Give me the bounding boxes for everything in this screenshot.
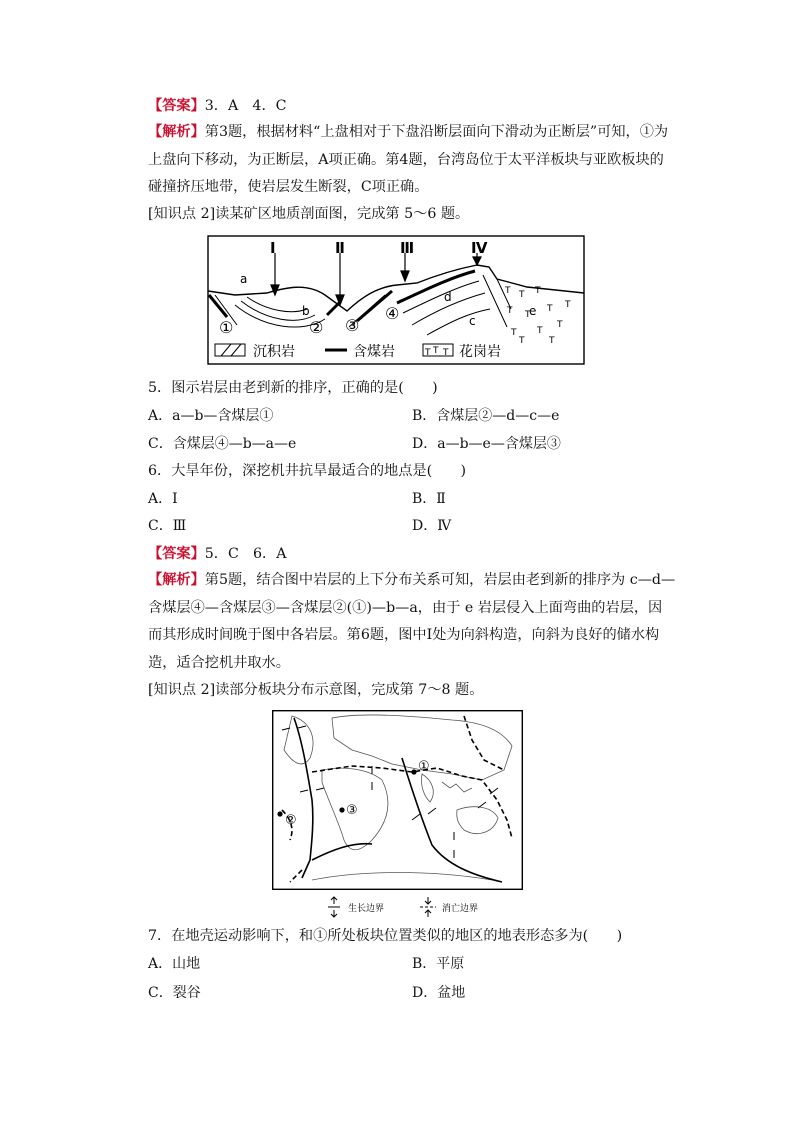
q6-option-a: A．Ⅰ (148, 491, 178, 507)
label-b: b (302, 304, 310, 318)
answer-line-2 (148, 544, 286, 564)
knowledge-point-intro: [知识点 2]读部分板块分布示意图，完成第 7～8 题。 (148, 682, 484, 698)
label-c: c (469, 314, 476, 328)
circled-3: ③ (345, 316, 360, 335)
legend-growth-boundary: 生长边界 (348, 904, 385, 914)
point-2: ② (285, 813, 297, 828)
circled-1: ① (219, 318, 234, 337)
analysis-text: 第5题，结合图中岩层的上下分布关系可知，岩层由老到新的排序为 c—d—含煤层④—含煤层③—含煤层②(①)—b—a，由于 e 岩层侵入上面弯曲的岩层，因而其形成时间晚于图中各岩层。第6题，图中Ⅰ处为向斜构造，向斜为良好的储水构造，适合挖机井取水。 (148, 572, 676, 671)
plate-map-legend (316, 895, 526, 919)
svg-text:T: T (547, 304, 553, 314)
svg-text:T: T (537, 326, 543, 336)
question-6-stem: 6．大旱年份，深挖机井抗旱最适合的地点是( ) (148, 463, 467, 479)
svg-text:T: T (443, 348, 449, 358)
analysis-tag: 【解析】 (148, 124, 205, 140)
q7-option-c: C．裂谷 (148, 985, 201, 1001)
svg-text:T: T (433, 346, 439, 356)
q5-option-d: D．a—b—e—含煤层③ (412, 436, 561, 452)
label-d: d (444, 290, 452, 304)
svg-text:T: T (425, 348, 431, 358)
svg-text:T: T (535, 286, 541, 296)
circled-2: ② (309, 318, 324, 337)
analysis-tag: 【解析】 (148, 572, 205, 588)
geologic-section-figure (207, 235, 585, 365)
analysis-paragraph-1 (148, 119, 676, 202)
analysis-paragraph-2 (148, 567, 676, 677)
svg-text:T: T (549, 336, 555, 346)
legend-coal: 含煤岩 (353, 344, 395, 360)
svg-text:T: T (505, 286, 511, 296)
q6-option-c: C．Ⅲ (148, 518, 187, 534)
roman-2: Ⅱ (335, 239, 345, 257)
q6-option-b: B．Ⅱ (412, 491, 446, 507)
q7-option-d: D．盆地 (412, 985, 466, 1001)
label-e: e (529, 304, 537, 318)
legend-subduction-boundary: 消亡边界 (442, 904, 479, 914)
label-a: a (240, 272, 248, 286)
q5-option-a: A．a—b—含煤层① (148, 408, 274, 424)
circled-4: ④ (385, 304, 400, 323)
question-5-stem: 5．图示岩层由老到新的排序，正确的是( ) (148, 380, 438, 396)
answer-line-1 (148, 96, 286, 116)
q7-option-a: A．山地 (148, 956, 201, 972)
q6-option-d: D．Ⅳ (412, 518, 452, 534)
roman-1: Ⅰ (270, 239, 276, 257)
point-3: ③ (346, 803, 358, 818)
knowledge-point-intro: [知识点 2]读某矿区地质剖面图，完成第 5～6 题。 (148, 206, 470, 222)
svg-text:T: T (519, 336, 525, 346)
answer-text: 3．A 4．C (204, 98, 287, 114)
q5-option-c: C．含煤层④—b—a—e (148, 436, 297, 452)
point-1: ① (418, 759, 430, 774)
q7-option-b: B．平原 (412, 956, 465, 972)
legend-granite: 花岗岩 (459, 344, 501, 360)
answer-text: 5．C 6．A (204, 546, 287, 562)
q5-option-b: B．含煤层②—d—c—e (412, 408, 560, 424)
roman-4: Ⅳ (471, 239, 488, 257)
legend-sedimentary: 沉积岩 (253, 344, 295, 360)
svg-text:T: T (507, 306, 513, 316)
analysis-text: 第3题，根据材料“上盘相对于下盘沿断层面向下滑动为正断层”可知，①为上盘向下移动，为正断层，A项正确。第4题，台湾岛位于太平洋板块与亚欧板块的碰撞挤压地带，使岩层发生断裂，C项正确。 (148, 124, 669, 195)
roman-3: Ⅲ (400, 239, 415, 257)
svg-text:T: T (525, 310, 531, 320)
answer-tag: 【答案】 (148, 98, 205, 114)
svg-text:T: T (511, 328, 517, 338)
plate-map-figure (272, 710, 523, 890)
question-7-stem: 7．在地壳运动影响下，和①所处板块位置类似的地区的地表形态多为( ) (148, 928, 623, 944)
answer-tag: 【答案】 (148, 546, 205, 562)
svg-text:T: T (519, 290, 525, 300)
svg-text:T: T (565, 300, 571, 310)
svg-text:T: T (557, 320, 563, 330)
